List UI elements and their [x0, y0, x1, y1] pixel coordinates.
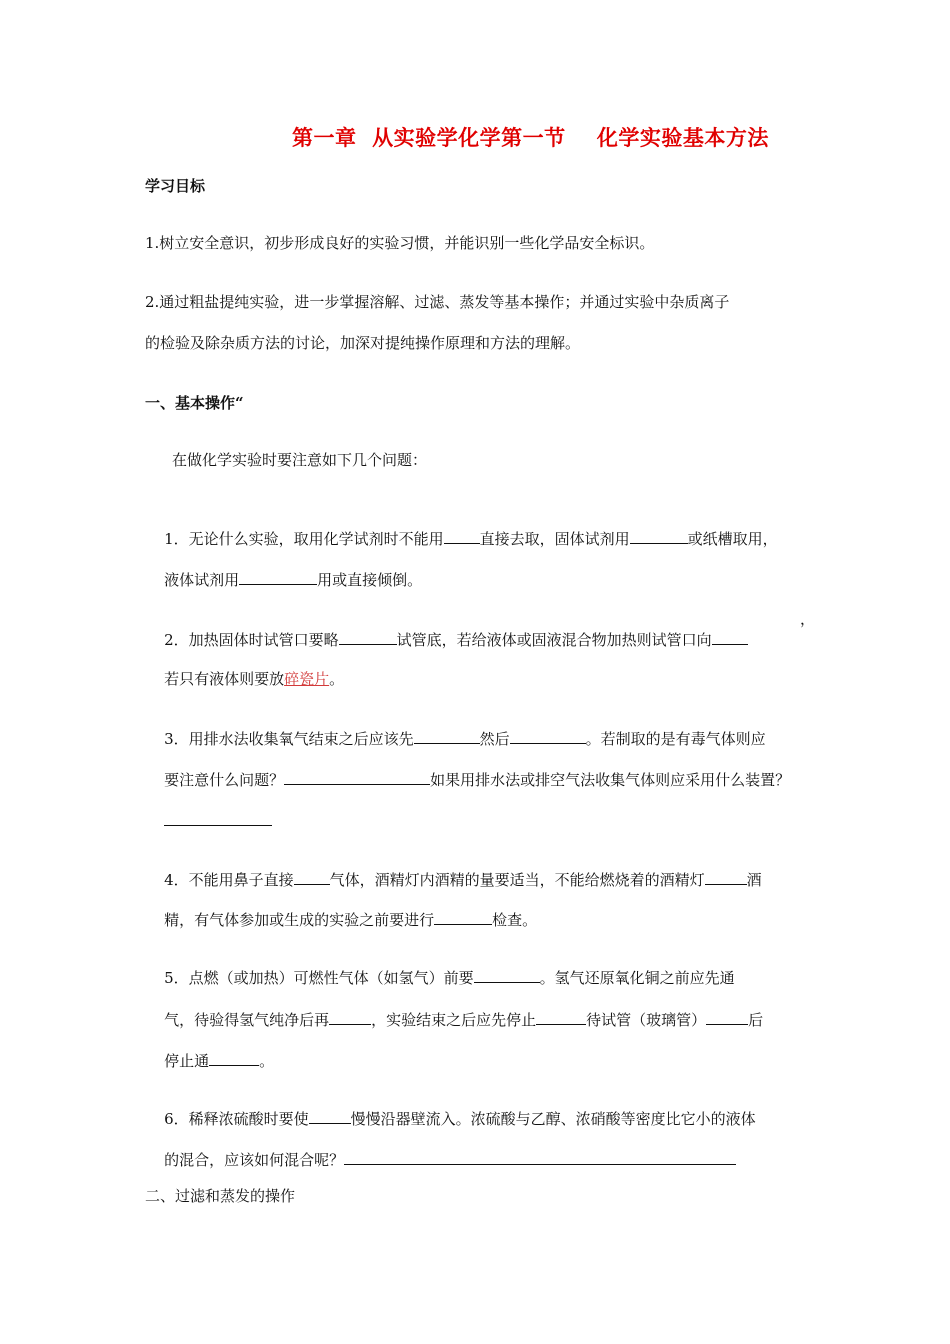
question-1-text-c: 或纸槽取用，: [687, 530, 778, 548]
section2-heading: 二、过滤和蒸发的操作: [145, 1187, 296, 1205]
question-2-text-a: 2．加热固体时试管口要略: [164, 631, 339, 649]
question-3-text-e: 如果用排水法或排空气法收集气体则应采用什么装置？: [430, 771, 791, 789]
question-6-text-a: 6．稀释浓硫酸时要使: [164, 1110, 309, 1128]
answer-blank[interactable]: [705, 868, 747, 885]
answer-blank[interactable]: [712, 628, 748, 645]
answer-blank[interactable]: [164, 809, 272, 826]
question-4-text-e: 检查。: [492, 911, 538, 929]
answer-blank[interactable]: [706, 1008, 748, 1025]
answer-blank[interactable]: [444, 527, 480, 544]
question-1-text-d: 液体试剂用: [164, 571, 240, 589]
answer-blank[interactable]: [239, 568, 317, 585]
question-2-line-2: [145, 649, 344, 709]
question-6-text-b: 慢慢沿器壁流入。浓硫酸与乙醇、浓硝酸等密度比它小的液体: [350, 1110, 756, 1128]
section1-intro: 在做化学实验时要注意如下几个问题：: [172, 451, 428, 469]
question-5-text-a: 5．点燃（或加热）可燃性气体（如氢气）前要: [164, 969, 474, 987]
answer-blank[interactable]: [414, 727, 480, 744]
question-1-line-2: [145, 548, 422, 610]
section1-heading: 一、基本操作“: [145, 394, 244, 412]
question-5-text-c: 气，待验得氢气纯净后再: [164, 1011, 330, 1029]
answer-blank[interactable]: [536, 1008, 586, 1025]
question-4-line-2: [145, 888, 537, 950]
question-5-text-f: 后: [748, 1011, 764, 1029]
answer-blank[interactable]: [309, 1107, 351, 1124]
pottery-shards-link[interactable]: 碎瓷片: [284, 670, 330, 688]
question-1-text-a: 1．无论什么实验，取用化学试剂时不能用: [164, 530, 444, 548]
question-6-text-c: 的混合，应该如何混合呢？: [164, 1151, 345, 1169]
question-1-text-b: 直接去取，固体试剂用: [479, 530, 630, 548]
question-4-text-a: 4．不能用鼻子直接: [164, 871, 294, 889]
question-6-line-2: [145, 1128, 736, 1190]
answer-blank[interactable]: [630, 527, 688, 544]
answer-blank[interactable]: [344, 1148, 736, 1165]
question-2-text-c: ，: [800, 610, 816, 628]
question-2-text-e: 。: [329, 670, 345, 688]
question-3-text-a: 3．用排水法收集氧气结束之后应该先: [164, 730, 414, 748]
answer-blank[interactable]: [284, 768, 430, 785]
question-4-text-c: 酒: [746, 871, 762, 889]
question-5-line-3: [145, 1029, 274, 1091]
objective-item-2-line-1: 2.通过粗盐提纯实验，进一步掌握溶解、过滤、蒸发等基本操作；并通过实验中杂质离子: [145, 293, 730, 311]
objective-item-1: 1.树立安全意识，初步形成良好的实验习惯，并能识别一些化学品安全标识。: [145, 234, 655, 252]
question-4-text-d: 精，有气体参加或生成的实验之前要进行: [164, 911, 435, 929]
question-3-line-3: [145, 789, 272, 851]
question-3-text-d: 要注意什么问题？: [164, 771, 285, 789]
question-1-text-e: 用或直接倾倒。: [317, 571, 423, 589]
question-5-text-d: ，实验结束之后应先停止: [371, 1011, 537, 1029]
answer-blank[interactable]: [474, 966, 540, 983]
answer-blank[interactable]: [329, 1008, 371, 1025]
question-5-text-h: 。: [259, 1052, 275, 1070]
answer-blank[interactable]: [209, 1049, 259, 1066]
question-5-text-g: 停止通: [164, 1052, 210, 1070]
question-5-text-e: 待试管（玻璃管）: [586, 1011, 707, 1029]
objectives-heading: 学习目标: [145, 177, 206, 195]
question-4-text-b: 气体，酒精灯内酒精的量要适当，不能给燃烧着的酒精灯: [329, 871, 705, 889]
question-5-text-b: 。氢气还原氧化铜之前应先通: [539, 969, 735, 987]
page-title: 第一章 从实验学化学第一节 化学实验基本方法: [292, 125, 769, 150]
question-3-text-c: 。若制取的是有毒气体则应: [585, 730, 766, 748]
answer-blank[interactable]: [510, 727, 586, 744]
answer-blank[interactable]: [434, 908, 492, 925]
question-2-text-d: 若只有液体则要放: [164, 670, 285, 688]
answer-blank[interactable]: [339, 628, 397, 645]
question-3-text-b: 然后: [479, 730, 510, 748]
answer-blank[interactable]: [294, 868, 330, 885]
question-2-text-b: 试管底，若给液体或固液混合物加热则试管口向: [396, 631, 712, 649]
objective-item-2-line-2: 的检验及除杂质方法的讨论，加深对提纯操作原理和方法的理解。: [145, 334, 581, 352]
